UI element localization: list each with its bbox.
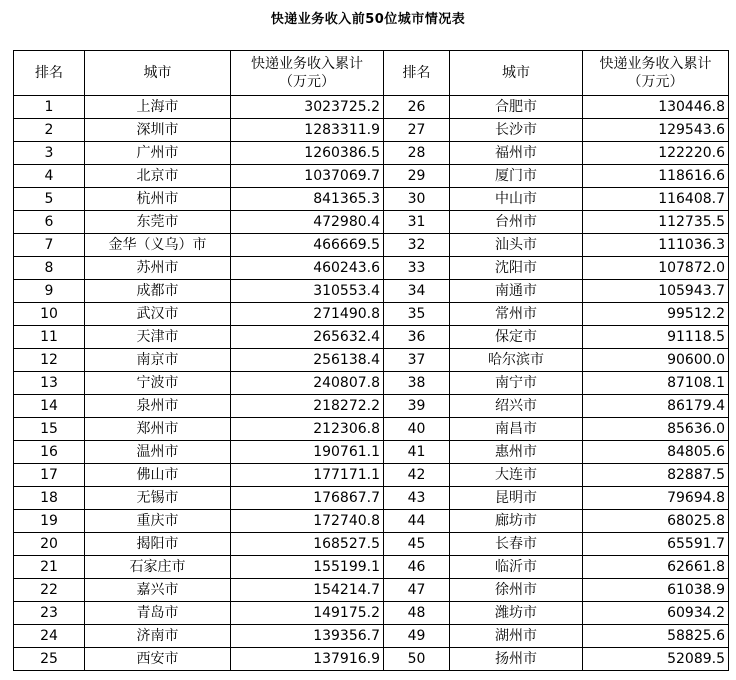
revenue-cell: 90600.0: [583, 349, 729, 372]
rank-cell: 35: [384, 303, 450, 326]
revenue-cell: 60934.2: [583, 602, 729, 625]
revenue-header-line2: （万元）: [627, 74, 684, 90]
table-body: [14, 96, 729, 671]
revenue-cell: 79694.8: [583, 487, 729, 510]
rank-cell: 26: [384, 96, 450, 119]
city-cell: 嘉兴市: [85, 579, 231, 602]
city-cell: 苏州市: [85, 257, 231, 280]
rank-cell: 40: [384, 418, 450, 441]
rank-cell: 38: [384, 372, 450, 395]
ranking-table: [13, 50, 729, 671]
rank-cell: 21: [14, 556, 85, 579]
rank-cell: 47: [384, 579, 450, 602]
city-cell: 成都市: [85, 280, 231, 303]
table-title: 快递业务收入前50位城市情况表: [270, 12, 466, 27]
city-cell: 徐州市: [450, 579, 583, 602]
table-row: [14, 257, 729, 280]
rank-cell: 6: [14, 211, 85, 234]
table-row: [14, 280, 729, 303]
table-row: [14, 303, 729, 326]
rank-cell: 43: [384, 487, 450, 510]
revenue-cell: 265632.4: [231, 326, 384, 349]
revenue-cell: 85636.0: [583, 418, 729, 441]
revenue-cell: 271490.8: [231, 303, 384, 326]
city-cell: 中山市: [450, 188, 583, 211]
city-cell: 临沂市: [450, 556, 583, 579]
rank-cell: 4: [14, 165, 85, 188]
revenue-cell: 256138.4: [231, 349, 384, 372]
revenue-cell: 105943.7: [583, 280, 729, 303]
header-row: [14, 51, 729, 96]
revenue-cell: 154214.7: [231, 579, 384, 602]
city-header: 城市: [450, 51, 583, 96]
revenue-cell: 84805.6: [583, 441, 729, 464]
table-row: [14, 326, 729, 349]
rank-cell: 10: [14, 303, 85, 326]
rank-cell: 30: [384, 188, 450, 211]
city-cell: 郑州市: [85, 418, 231, 441]
rank-cell: 8: [14, 257, 85, 280]
rank-cell: 11: [14, 326, 85, 349]
revenue-header: [583, 51, 729, 96]
revenue-cell: 91118.5: [583, 326, 729, 349]
revenue-cell: 1283311.9: [231, 119, 384, 142]
table-row: [14, 579, 729, 602]
rank-cell: 5: [14, 188, 85, 211]
revenue-cell: 1037069.7: [231, 165, 384, 188]
table-row: [14, 119, 729, 142]
city-cell: 昆明市: [450, 487, 583, 510]
rank-cell: 29: [384, 165, 450, 188]
rank-cell: 31: [384, 211, 450, 234]
rank-cell: 19: [14, 510, 85, 533]
table-row: [14, 418, 729, 441]
rank-cell: 3: [14, 142, 85, 165]
rank-cell: 23: [14, 602, 85, 625]
rank-cell: 1: [14, 96, 85, 119]
rank-cell: 12: [14, 349, 85, 372]
rank-cell: 41: [384, 441, 450, 464]
rank-header: 排名: [14, 51, 85, 96]
rank-cell: 14: [14, 395, 85, 418]
city-cell: 南宁市: [450, 372, 583, 395]
city-cell: 扬州市: [450, 648, 583, 671]
city-cell: 汕头市: [450, 234, 583, 257]
revenue-cell: 130446.8: [583, 96, 729, 119]
revenue-cell: 240807.8: [231, 372, 384, 395]
revenue-cell: 111036.3: [583, 234, 729, 257]
rank-cell: 27: [384, 119, 450, 142]
city-cell: 惠州市: [450, 441, 583, 464]
table-row: [14, 96, 729, 119]
table-row: [14, 441, 729, 464]
city-cell: 上海市: [85, 96, 231, 119]
rank-cell: 22: [14, 579, 85, 602]
rank-cell: 39: [384, 395, 450, 418]
table-row: [14, 464, 729, 487]
rank-cell: 15: [14, 418, 85, 441]
rank-header: 排名: [384, 51, 450, 96]
rank-cell: 50: [384, 648, 450, 671]
city-cell: 无锡市: [85, 487, 231, 510]
revenue-header-line1: 快递业务收入累计: [251, 56, 363, 72]
rank-cell: 37: [384, 349, 450, 372]
revenue-cell: 58825.6: [583, 625, 729, 648]
table-row: [14, 395, 729, 418]
revenue-cell: 177171.1: [231, 464, 384, 487]
table-row: [14, 648, 729, 671]
table-row: [14, 602, 729, 625]
rank-cell: 28: [384, 142, 450, 165]
revenue-cell: 212306.8: [231, 418, 384, 441]
city-cell: 南京市: [85, 349, 231, 372]
revenue-cell: 122220.6: [583, 142, 729, 165]
city-cell: 保定市: [450, 326, 583, 349]
revenue-cell: 190761.1: [231, 441, 384, 464]
city-cell: 南昌市: [450, 418, 583, 441]
rank-cell: 36: [384, 326, 450, 349]
city-cell: 绍兴市: [450, 395, 583, 418]
city-cell: 天津市: [85, 326, 231, 349]
table-row: [14, 372, 729, 395]
city-cell: 济南市: [85, 625, 231, 648]
table-row: [14, 349, 729, 372]
revenue-cell: 172740.8: [231, 510, 384, 533]
city-cell: 南通市: [450, 280, 583, 303]
revenue-cell: 139356.7: [231, 625, 384, 648]
table-row: [14, 510, 729, 533]
rank-cell: 20: [14, 533, 85, 556]
rank-cell: 42: [384, 464, 450, 487]
revenue-cell: 149175.2: [231, 602, 384, 625]
city-cell: 台州市: [450, 211, 583, 234]
rank-cell: 18: [14, 487, 85, 510]
city-cell: 合肥市: [450, 96, 583, 119]
revenue-cell: 68025.8: [583, 510, 729, 533]
rank-cell: 16: [14, 441, 85, 464]
rank-cell: 17: [14, 464, 85, 487]
city-cell: 哈尔滨市: [450, 349, 583, 372]
revenue-header: [231, 51, 384, 96]
city-cell: 西安市: [85, 648, 231, 671]
city-cell: 厦门市: [450, 165, 583, 188]
city-cell: 金华（义乌）市: [85, 234, 231, 257]
revenue-cell: 112735.5: [583, 211, 729, 234]
revenue-header-line1: 快递业务收入累计: [599, 56, 712, 72]
city-cell: 沈阳市: [450, 257, 583, 280]
revenue-header-line2: （万元）: [279, 74, 335, 90]
revenue-cell: 841365.3: [231, 188, 384, 211]
revenue-cell: 466669.5: [231, 234, 384, 257]
rank-cell: 33: [384, 257, 450, 280]
table-row: [14, 533, 729, 556]
rank-cell: 34: [384, 280, 450, 303]
revenue-cell: 155199.1: [231, 556, 384, 579]
rank-cell: 45: [384, 533, 450, 556]
revenue-cell: 118616.6: [583, 165, 729, 188]
table-row: [14, 188, 729, 211]
revenue-cell: 86179.4: [583, 395, 729, 418]
rank-cell: 25: [14, 648, 85, 671]
revenue-cell: 168527.5: [231, 533, 384, 556]
rank-cell: 48: [384, 602, 450, 625]
city-cell: 长沙市: [450, 119, 583, 142]
city-cell: 大连市: [450, 464, 583, 487]
table-row: [14, 211, 729, 234]
revenue-cell: 472980.4: [231, 211, 384, 234]
city-cell: 北京市: [85, 165, 231, 188]
revenue-cell: 3023725.2: [231, 96, 384, 119]
revenue-cell: 52089.5: [583, 648, 729, 671]
rank-cell: 9: [14, 280, 85, 303]
revenue-cell: 137916.9: [231, 648, 384, 671]
table-row: [14, 625, 729, 648]
revenue-cell: 218272.2: [231, 395, 384, 418]
city-cell: 常州市: [450, 303, 583, 326]
city-cell: 廊坊市: [450, 510, 583, 533]
revenue-cell: 310553.4: [231, 280, 384, 303]
table-row: [14, 165, 729, 188]
table-row: [14, 487, 729, 510]
city-cell: 青岛市: [85, 602, 231, 625]
revenue-cell: 107872.0: [583, 257, 729, 280]
revenue-cell: 99512.2: [583, 303, 729, 326]
revenue-cell: 82887.5: [583, 464, 729, 487]
city-cell: 东莞市: [85, 211, 231, 234]
table-row: [14, 234, 729, 257]
rank-cell: 32: [384, 234, 450, 257]
revenue-cell: 129543.6: [583, 119, 729, 142]
city-cell: 石家庄市: [85, 556, 231, 579]
city-cell: 深圳市: [85, 119, 231, 142]
rank-cell: 24: [14, 625, 85, 648]
revenue-cell: 460243.6: [231, 257, 384, 280]
revenue-cell: 61038.9: [583, 579, 729, 602]
revenue-cell: 116408.7: [583, 188, 729, 211]
revenue-cell: 87108.1: [583, 372, 729, 395]
revenue-cell: 65591.7: [583, 533, 729, 556]
city-cell: 揭阳市: [85, 533, 231, 556]
rank-cell: 2: [14, 119, 85, 142]
city-cell: 武汉市: [85, 303, 231, 326]
city-cell: 杭州市: [85, 188, 231, 211]
rank-cell: 44: [384, 510, 450, 533]
city-cell: 潍坊市: [450, 602, 583, 625]
city-cell: 温州市: [85, 441, 231, 464]
revenue-cell: 176867.7: [231, 487, 384, 510]
rank-cell: 46: [384, 556, 450, 579]
city-cell: 重庆市: [85, 510, 231, 533]
table-row: [14, 556, 729, 579]
city-cell: 长春市: [450, 533, 583, 556]
revenue-cell: 1260386.5: [231, 142, 384, 165]
city-header: 城市: [85, 51, 231, 96]
revenue-cell: 62661.8: [583, 556, 729, 579]
city-cell: 福州市: [450, 142, 583, 165]
rank-cell: 49: [384, 625, 450, 648]
city-cell: 佛山市: [85, 464, 231, 487]
city-cell: 宁波市: [85, 372, 231, 395]
city-cell: 湖州市: [450, 625, 583, 648]
city-cell: 泉州市: [85, 395, 231, 418]
rank-cell: 13: [14, 372, 85, 395]
city-cell: 广州市: [85, 142, 231, 165]
rank-cell: 7: [14, 234, 85, 257]
table-row: [14, 142, 729, 165]
